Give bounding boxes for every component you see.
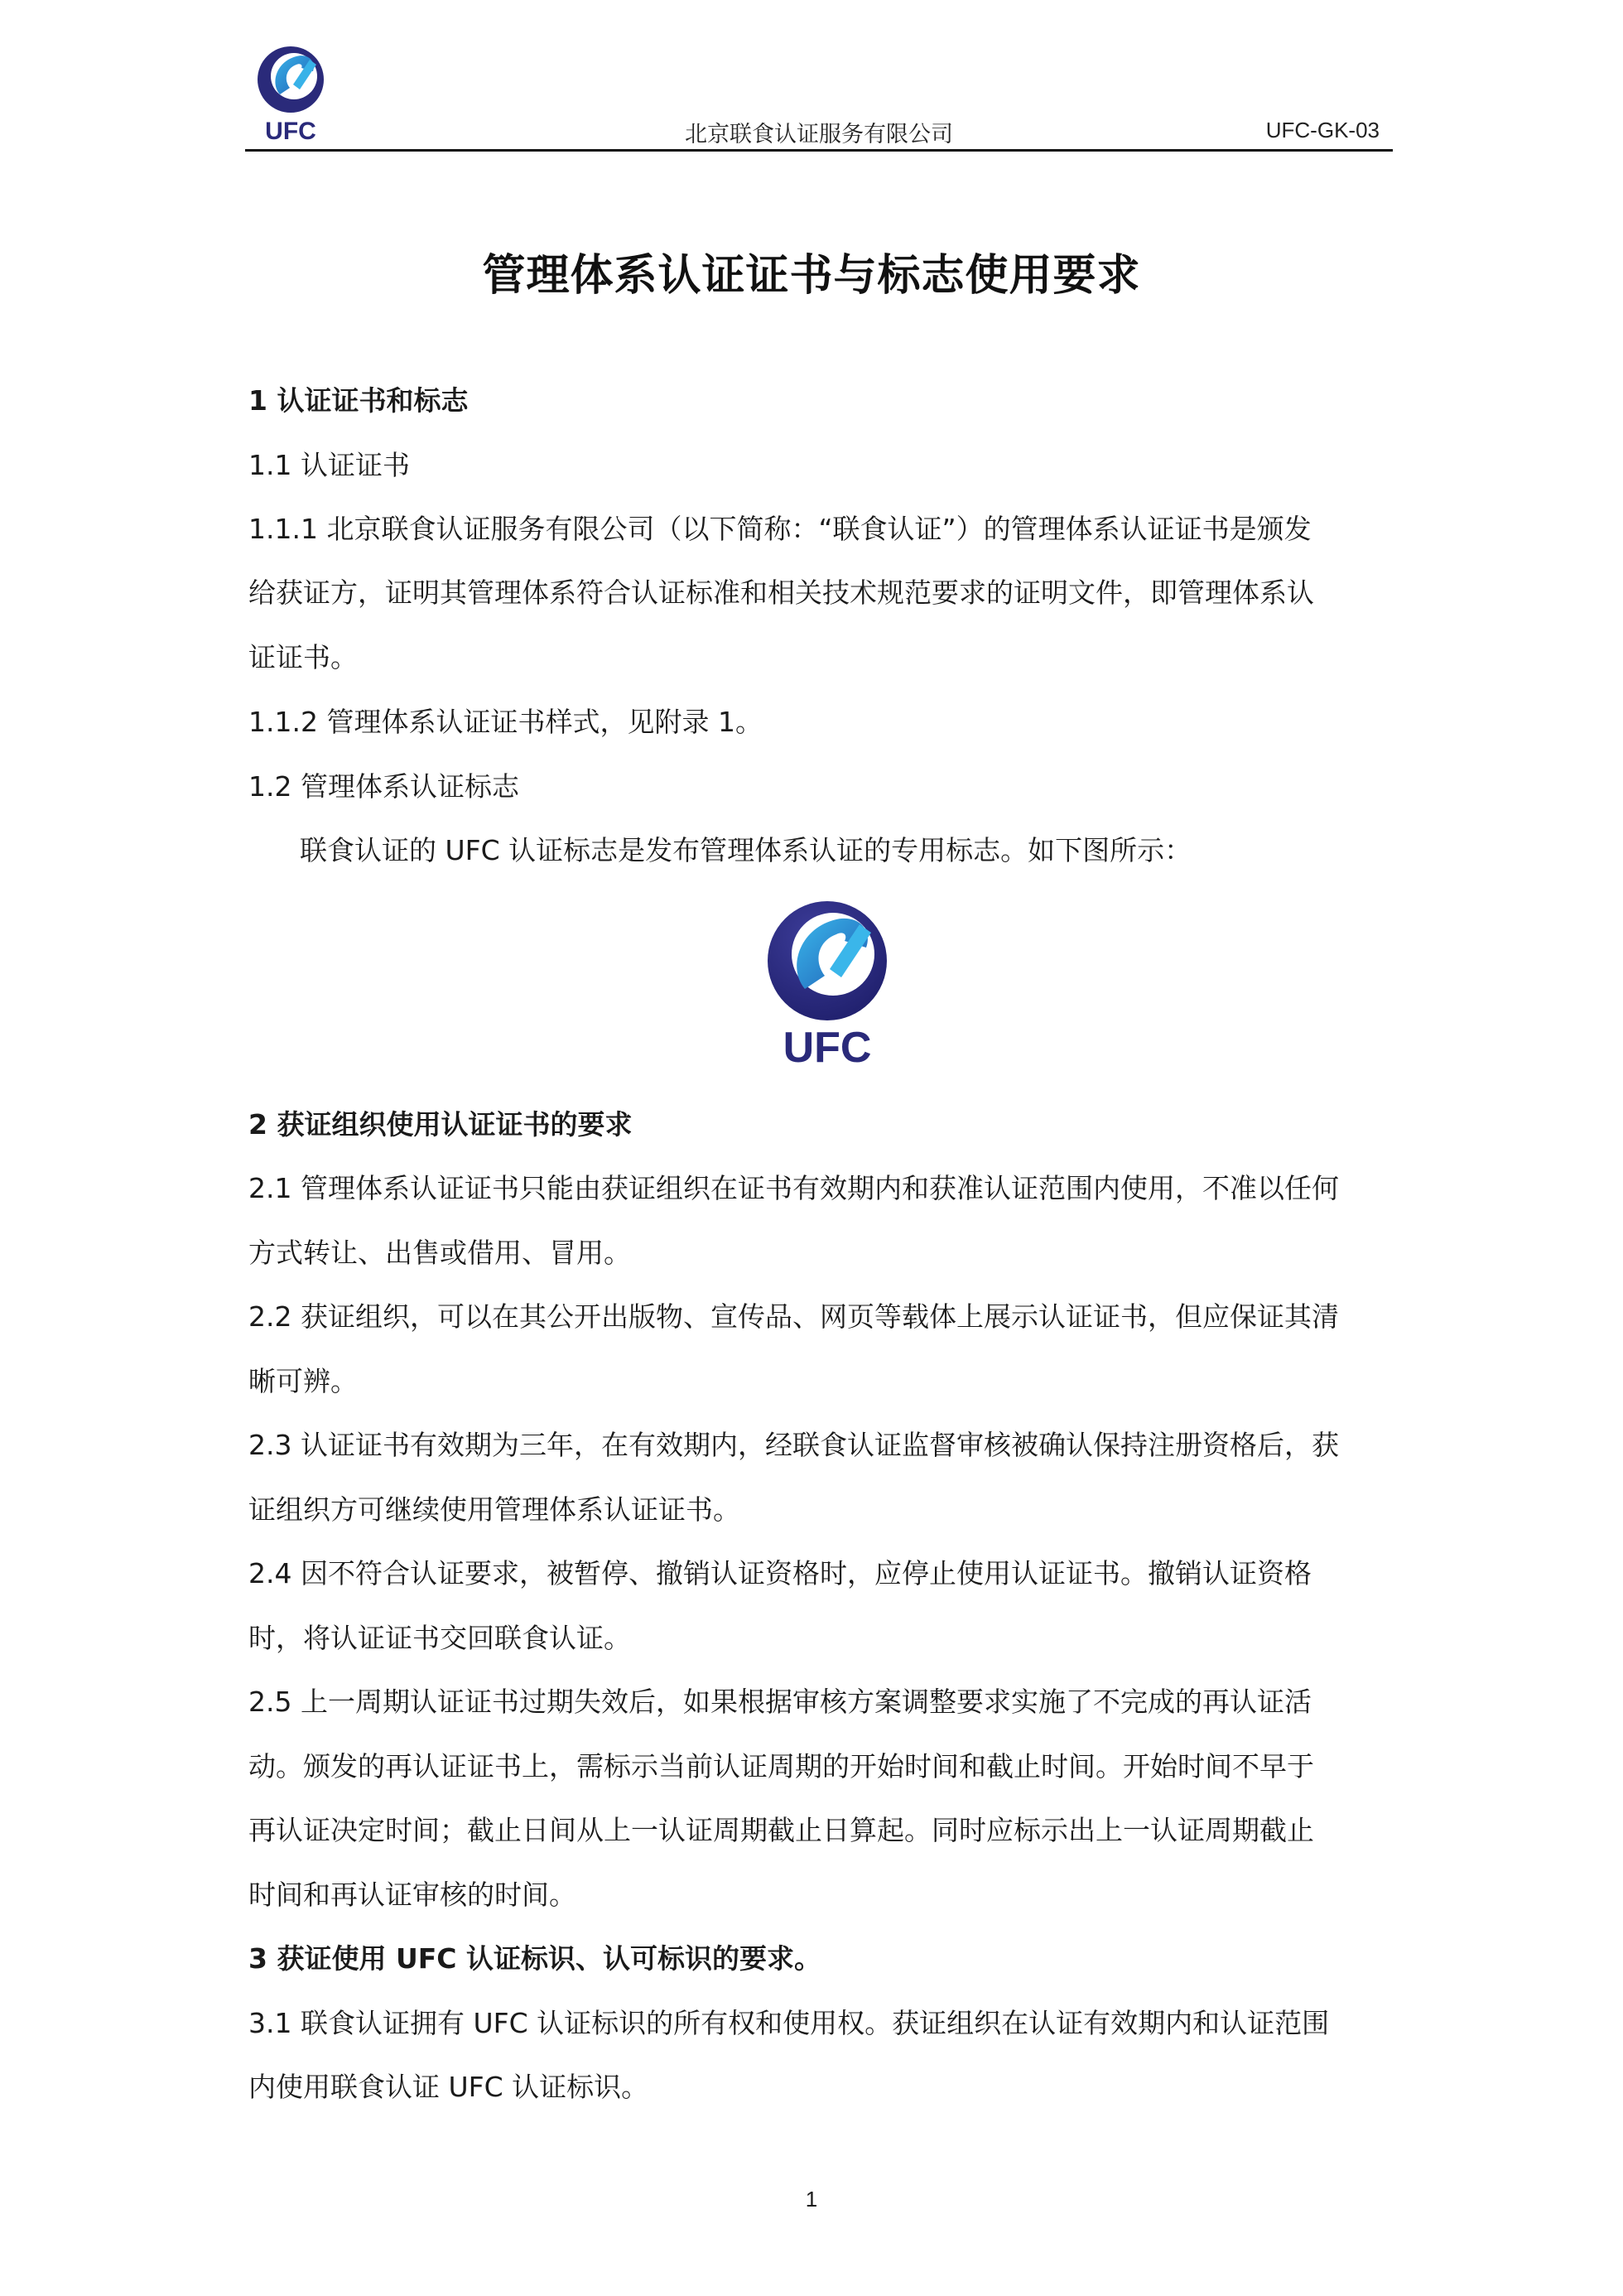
paragraph-line: 给获证方，证明其管理体系符合认证标准和相关技术规范要求的证明文件，即管理体系认: [248, 576, 1314, 609]
paragraph-line: 时间和再认证审核的时间。: [248, 1879, 576, 1911]
section-heading-2: 2 获证组织使用认证证书的要求: [248, 1108, 633, 1141]
paragraph-line: 2.3 认证证书有效期为三年，在有效期内，经联食认证监督审核被确认保持注册资格后，获: [248, 1429, 1339, 1461]
ufc-certification-mark-icon: [762, 896, 893, 1072]
paragraph-line: 1.1.2 管理体系认证证书样式，见附录 1。: [248, 706, 763, 738]
document-title: 管理体系认证证书与标志使用要求: [482, 251, 1141, 301]
paragraph-line: 2.4 因不符合认证要求，被暂停、撤销认证资格时，应停止使用认证证书。撤销认证资格: [248, 1557, 1312, 1589]
page-number: 1: [805, 2187, 818, 2212]
paragraph-line: 2.1 管理体系认证证书只能由获证组织在证书有效期内和获准认证范围内使用，不准以任何: [248, 1172, 1339, 1204]
paragraph-line: 1.1.1 北京联食认证服务有限公司（以下简称：“联食认证”）的管理体系认证证书是颁发: [248, 513, 1312, 545]
header-company-name: 北京联食认证服务有限公司: [685, 122, 953, 147]
paragraph-line: 内使用联食认证 UFC 认证标识。: [248, 2071, 649, 2103]
paragraph-line: 2.2 获证组织，可以在其公开出版物、宣传品、网页等载体上展示认证证书，但应保证其清: [248, 1300, 1339, 1333]
header-divider: [245, 149, 1393, 152]
subsection-heading-1-1: 1.1 认证证书: [248, 449, 410, 481]
paragraph-line: 3.1 联食认证拥有 UFC 认证标识的所有权和使用权。获证组织在认证有效期内和认证范围: [248, 2007, 1330, 2039]
header-logo-text: UFC: [265, 118, 316, 145]
section-heading-1: 1 认证证书和标志: [248, 384, 469, 417]
paragraph-line: 2.5 上一周期认证证书过期失效后，如果根据审核方案调整要求实施了不完成的再认证活: [248, 1686, 1312, 1718]
paragraph-line: 晰可辨。: [248, 1365, 358, 1397]
figure-logo-text: UFC: [783, 1024, 872, 1072]
paragraph-line: 时，将认证证书交回联食认证。: [248, 1622, 631, 1654]
paragraph-line: 再认证决定时间；截止日间从上一认证周期截止日算起。同时应标示出上一认证周期截止: [248, 1814, 1314, 1846]
subsection-heading-1-2: 1.2 管理体系认证标志: [248, 770, 519, 803]
paragraph-line: 联食认证的 UFC 认证标志是发布管理体系认证的专用标志。如下图所示：: [300, 834, 1192, 866]
page-header: [245, 43, 1393, 152]
paragraph-line: 证证书。: [248, 641, 358, 673]
paragraph-line: 动。颁发的再认证证书上，需标示当前认证周期的开始时间和截止时间。开始时间不早于: [248, 1750, 1314, 1782]
paragraph-line: 证组织方可继续使用管理体系认证证书。: [248, 1493, 740, 1526]
paragraph-line: 方式转让、出售或借用、冒用。: [248, 1237, 631, 1269]
section-heading-3: 3 获证使用 UFC 认证标识、认可标识的要求。: [248, 1942, 821, 1975]
header-document-code: UFC-GK-03: [1265, 118, 1380, 142]
